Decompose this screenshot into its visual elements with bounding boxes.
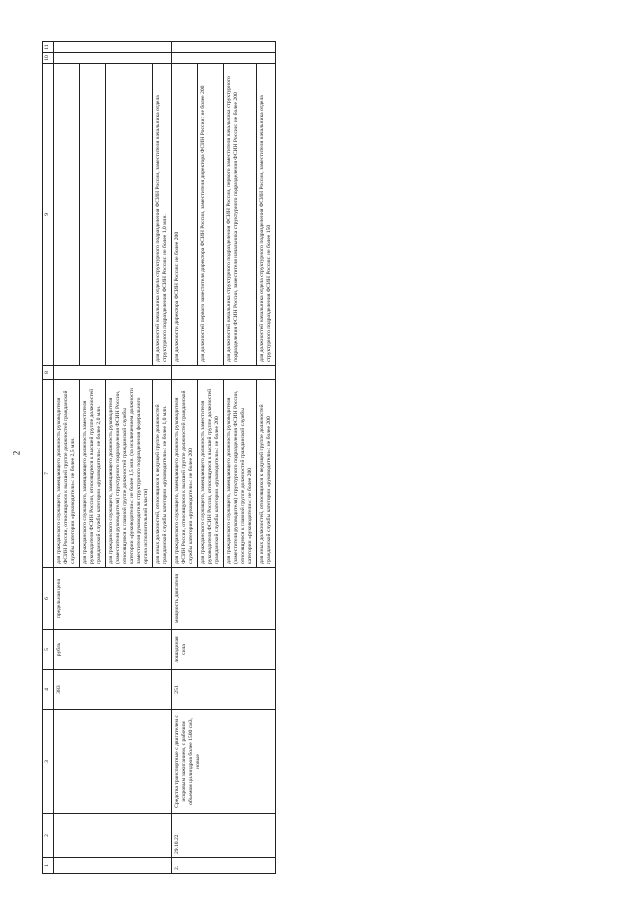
characteristic-cell: предельная цена [54,568,172,630]
col10-cell [54,53,172,64]
table-row [171,42,197,874]
col10-cell [171,53,275,64]
col-number-11: 11 [43,42,54,53]
value-cell: для гражданского служащего, замещающего должность заместителя руководителя ФСИН России, относящуюся к высшей группе должностей гражданской службы категории «руководители»: не более 200 [197,380,223,568]
table-row [54,42,80,874]
okpd-cell: 29.10.22 [171,814,275,858]
fsin-value-cell [79,64,105,366]
page-number-area [0,0,36,906]
col-number-8: 8 [43,366,54,380]
col-number-4: 4 [43,670,54,710]
regulation-table-rotated [42,42,628,874]
fsin-value-cell [105,64,152,366]
col-number-3: 3 [43,710,54,814]
unit-code-cell: 251 [171,670,275,710]
page-number: 2 [11,450,22,456]
col-number-10: 10 [43,53,54,64]
col8-cell [54,366,172,380]
name-cell [54,710,172,814]
row-number-cell: 2. [171,858,275,874]
fsin-value-cell: для должности директора ФСИН России: не более 200 [171,64,197,366]
characteristic-cell: мощность двигателя [171,568,275,630]
fsin-value-cell: для должностей начальника структурного подразделения ФСИН России, первого заместителя начальника структурного подразделения ФСИН России, заместителя начальника структурного подразделения ФСИН России: не более 200 [223,64,256,366]
value-cell: для иных должностей, относящихся к ведущей группе должностей гражданской службы категории «руководители»: не более 200 [256,380,275,568]
value-cell: для иных должностей, относящихся к ведущей группе должностей гражданской службы категории «руководители»: не более 1,0 млн. [152,380,171,568]
fsin-value-cell: для должностей первого заместителя директора ФСИН России, заместителя директора ФСИН России: не более 200 [197,64,223,366]
value-cell: для гражданского служащего, замещающего должность заместителя руководителя ФСИН России, относящуюся к высшей группе должностей гражданской службы категории «руководители»: не более 2,0 млн. [79,380,105,568]
name-cell: Средства транспортные с двигателем с искровым зажиганием, с рабочим объемом цилиндров более 1500 см3, новые [171,710,275,814]
col-number-9: 9 [43,64,54,366]
okpd-cell [54,814,172,858]
regulation-table [42,41,276,874]
col-number-7: 7 [43,380,54,568]
col-number-5: 5 [43,630,54,670]
col-number-6: 6 [43,568,54,630]
unit-name-cell: рубль [54,630,172,670]
value-cell: для гражданского служащего, замещающего должность руководителя ФСИН России, относящуюся к высшей группе должностей гражданской службы категории «руководители»: не более 2,5 млн. [54,380,80,568]
value-cell: для гражданского служащего, замещающего должность руководителя (заместителя руководителя) структурного подразделения ФСИН России, относящуюся к главной группе должностей гражданской службы категории «руководители»: не более 1,5 млн. (за исключением должности заместителя руководителя структурного подразделения федерального органа исполнительной власти) [105,380,152,568]
value-cell: для гражданского служащего, замещающего должность руководителя (заместителя руководителя) структурного подразделения ФСИН России, относящуюся к главной группе должностей гражданской службы категории «руководители»: не более 200 [223,380,256,568]
col-number-2: 2 [43,814,54,858]
unit-code-cell: 383 [54,670,172,710]
fsin-value-cell [54,64,80,366]
value-cell: для гражданского служащего, замещающего должность руководителя ФСИН России, относящуюся к высшей группе должностей гражданской службы категории «руководители»: не более 200 [171,380,197,568]
col11-cell [54,42,172,53]
col8-cell [171,366,275,380]
col-number-1: 1 [43,858,54,874]
fsin-value-cell: для должностей начальника отдела структурного подразделения ФСИН России, заместителя начальника отдела структурного подразделения ФСИН России: не более 150 [256,64,275,366]
fsin-value-cell: для должностей начальника отдела структурного подразделения ФСИН России, заместителя начальника отдела структурного подразделения ФСИН России: не более 1,0 млн. [152,64,171,366]
header-number-row [43,42,54,874]
col11-cell [171,42,275,53]
row-number-cell [54,858,172,874]
unit-name-cell: лошадиная сила [171,630,275,670]
